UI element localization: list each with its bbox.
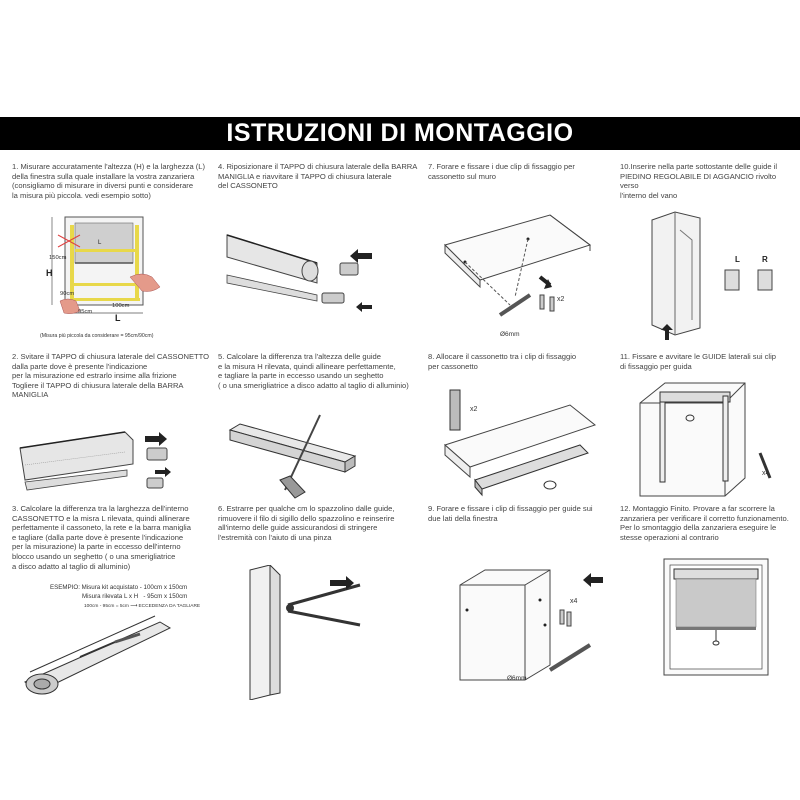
fig9-qty: x4	[570, 598, 578, 605]
fig3-example-line2: Misura rilevata L x H - 95cm x 150cm	[82, 593, 188, 600]
fig3-example-line3: 100cm - 95cm = 5cm ⟶ ECCEDENZA DA TAGLIARE	[84, 604, 201, 609]
fig1-label-h: H	[46, 268, 53, 278]
step-9-text: 9. Forare e fissare i clip di fissaggio per guide sui due lati della finestra	[428, 504, 593, 523]
step-4-text: 4. Riposizionare il TAPPO di chiusura laterale della BARRA MANIGLIA e riavvitare il TAPPO di chiusura laterale del CASSONETO	[218, 162, 418, 191]
step-11-text: 11. Fissare e avvitare le GUIDE laterali sui clip di fissaggio per guida	[620, 352, 777, 371]
fig9-drill: Ø6mm	[507, 675, 527, 682]
step-3-text: 3. Calcolare la differenza tra la larghezza dell'interno CASSONETTO e la misra L rilevata, quindi allinerare perfettamente il cassoneto, la rete e la barra maniglia e tagliare (dalla parte dove è presente l'indicazione per la misurazione) la parte in eccesso dell'interno blocco usando un seghetto ( o una smerigliatrice a disco adatto al taglio di alluminio)	[12, 504, 191, 571]
figure-finished	[660, 555, 775, 680]
step-12-text: 12. Montaggio Finito. Provare a far scorrere la zanzariera per verificare il corretto funzionamento. Per lo smontaggio della zanzariera eseguire le stesse operazioni al contrario	[620, 504, 789, 542]
figure-fix-guides	[635, 378, 790, 503]
figure-pliers	[240, 565, 370, 700]
fig11-qty: x4	[762, 470, 770, 477]
figure-measure-window	[40, 205, 190, 330]
fig10-label-right: R	[762, 255, 768, 264]
fig3-example-line1: ESEMPIO: Misura kit acquistato - 100cm x 150cm	[50, 584, 188, 591]
step-6-text: 6. Estrarre per qualche cm lo spazzolino dalle guide, rimuovere il filo di sigillo dello spazzolino e reinserire all'interno delle guide assicurandosi di stringere l'estremità con l'aiuto di una pinza	[218, 504, 395, 542]
fig1-dim-100: 100cm	[112, 303, 130, 309]
fig10-label-left: L	[735, 255, 740, 264]
figure-cut-cassette	[20, 612, 185, 697]
figure-cut-guides	[225, 410, 375, 510]
fig8-qty: x2	[470, 406, 478, 413]
figure-wall-clips	[440, 205, 600, 340]
fig1-label-l: L	[115, 313, 121, 323]
page-title: ISTRUZIONI DI MONTAGGIO	[226, 119, 574, 147]
step-7-text: 7. Forare e fissare i due clip di fissaggio per cassonetto sul muro	[428, 162, 575, 181]
figure-adjustable-foot	[640, 210, 790, 345]
fig7-qty: x2	[557, 296, 565, 303]
fig1-dim-95: 95cm	[78, 309, 93, 315]
step-1-text: 1. Misurare accuratamente l'altezza (H) e la larghezza (L) della finestra sulla quale installare la vostra zanzariera (consigliamo di misurare in diversi punti e considerare la misura più piccola. vedi esempio sotto)	[12, 162, 206, 200]
fig7-drill: Ø6mm	[500, 331, 520, 338]
fig1-caption: (Misura più piccola da considerare = 95cm/90cm)	[40, 333, 154, 339]
step-2-text: 2. Svitare il TAPPO di chiusura laterale del CASSONETTO dalla parte dove è presente l'indicazione per la misurazione ed estrarlo insime alla frizione Togliere il TAPPO di chiusura laterale della BARRA MANIGLIA	[12, 352, 210, 400]
step-5-text: 5. Calcolare la differenza tra l'altezza delle guide e la misura H rilevata, quindi allineare perfettamente, e tagliare la parte in eccesso usando un seghetto ( o una smerigliatrice a disco adatto al taglio di alluminio)	[218, 352, 409, 390]
fig1-label-l-small: L	[98, 240, 102, 246]
title-banner	[0, 117, 800, 150]
step-8-text: 8. Allocare il cassonetto tra i clip di fissaggio per cassonetto	[428, 352, 577, 371]
fig1-dim-90: 90cm	[60, 291, 75, 297]
step-10-text: 10.Inserire nella parte sottostante delle guide il PIEDINO REGOLABILE DI AGGANCIO rivolto verso l'interno del vano	[620, 162, 778, 200]
fig1-dim-150: 150cm	[49, 255, 67, 261]
figure-guide-clips	[455, 565, 605, 690]
figure-cassette-clips	[440, 385, 600, 510]
figure-reposition-cap	[222, 225, 382, 325]
figure-remove-cap	[15, 410, 180, 505]
